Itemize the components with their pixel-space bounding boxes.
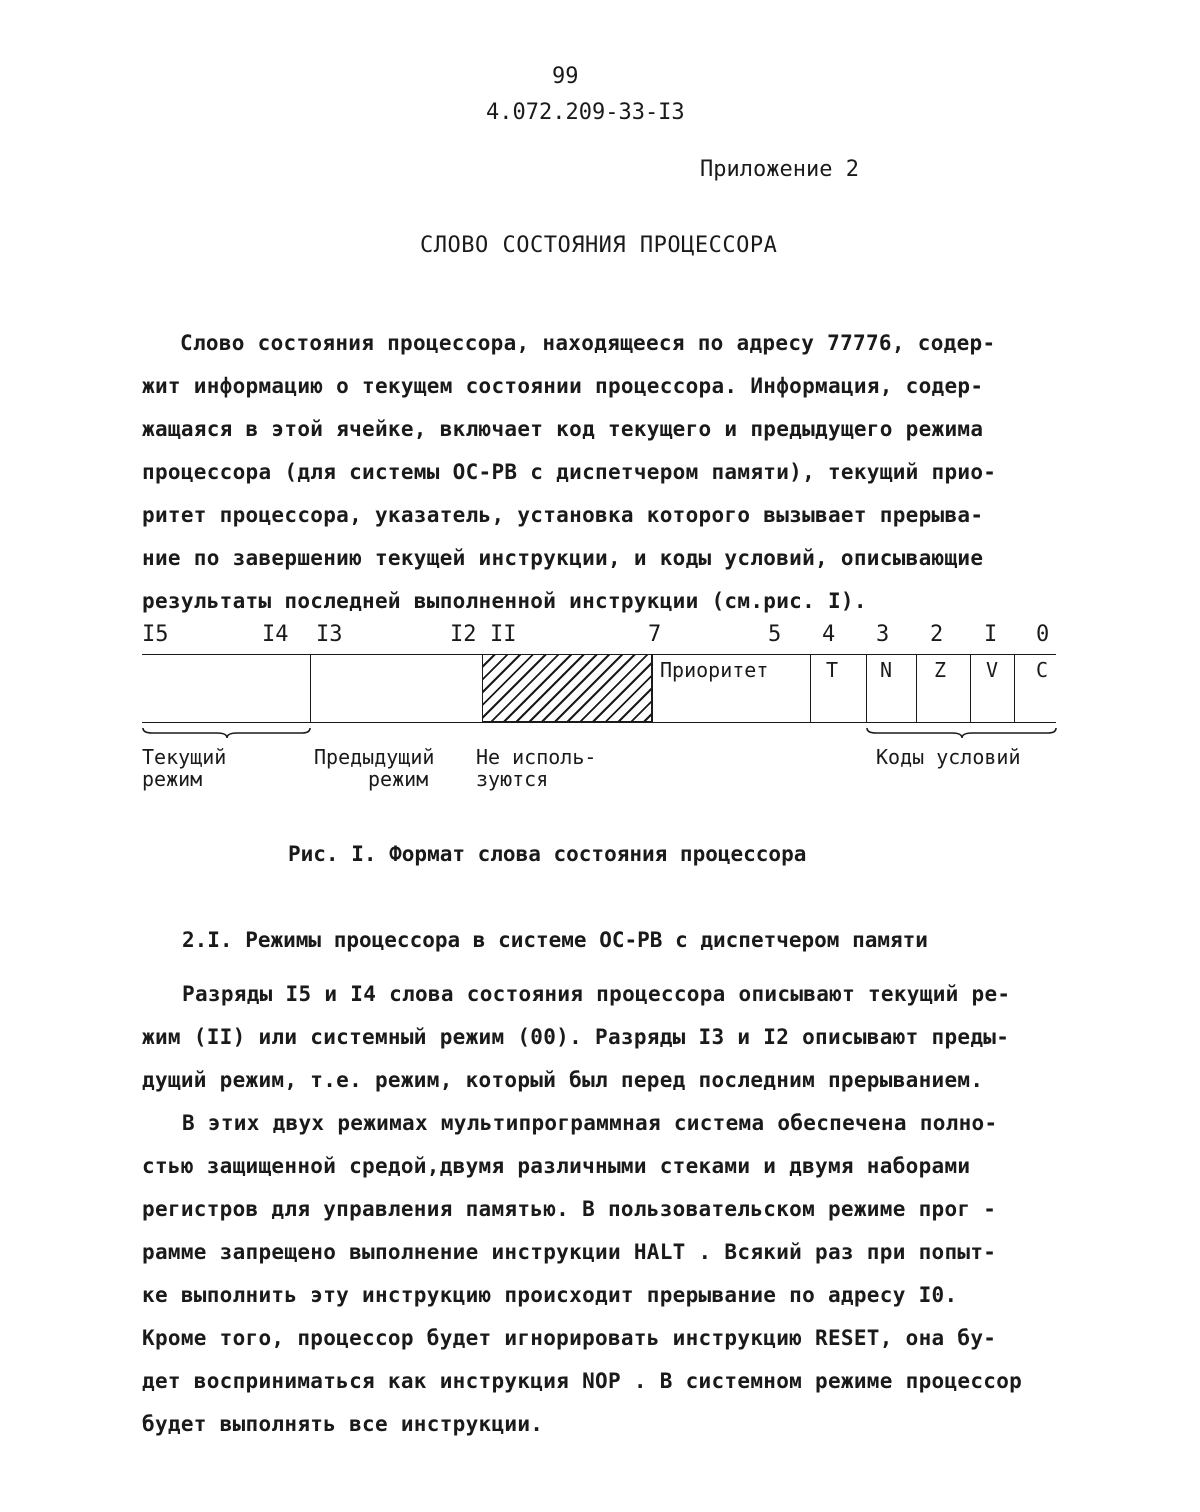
bit-number: 5 [768,622,782,647]
v-bit-field: V [986,658,999,682]
bit-number: 4 [822,622,836,647]
z-bit-field: Z [934,658,947,682]
text-line: дет восприниматься как инструкция NOP . В системном режиме процессор [142,1369,1023,1393]
bit-number: I3 [316,622,343,647]
text-line: результаты последней выполненной инструкции (см.рис. I). [142,589,867,613]
priority-field: Приоритет [660,658,769,682]
appendix-label: Приложение 2 [700,157,859,182]
text-line: жим (II) или системный режим (00). Разряды I3 и I2 описывают преды- [142,1025,1010,1049]
field-divider [810,654,811,722]
unused-label: Не исполь- зуются [476,745,597,791]
page-number: 99 [552,64,579,89]
text-line: процессора (для системы ОС-РВ с диспетчером памяти), текущий прио- [142,460,997,484]
bit-number: I4 [262,622,289,647]
bit-number: 7 [648,622,662,647]
section-paragraph-2 [142,1102,1022,1446]
unused-bits-hatch [482,654,652,722]
c-bit-field: C [1036,658,1049,682]
text-line: дущий режим, т.е. режим, который был перед последним прерыванием. [142,1068,984,1092]
field-divider [1014,654,1015,722]
text-line: Кроме того, процессор будет игнорировать инструкцию RESET, она бу- [142,1326,997,1350]
text-line: ке выполнить эту инструкцию происходит прерывание по адресу I0. [142,1283,958,1307]
text-line: В этих двух режимах мультипрограммная система обеспечена полно- [182,1111,998,1135]
bit-number: 0 [1036,622,1050,647]
bit-number: I2 [450,622,477,647]
text-line: рамме запрещено выполнение инструкции HALT . Всякий раз при попыт- [142,1240,997,1264]
bit-number: 3 [876,622,890,647]
text-line: регистров для управления памятью. В пользовательском режиме прог - [142,1197,997,1221]
section-heading: 2.I. Режимы процессора в системе ОС-РВ с диспетчером памяти [182,928,928,952]
text-line: жит информацию о текущем состоянии процессора. Информация, содер- [142,374,984,398]
register-bottom-border [142,722,1056,723]
text-line: Разряды I5 и I4 слова состояния процессора описывают текущий ре- [182,982,1011,1006]
n-bit-field: N [880,658,893,682]
t-bit-field: T [826,658,839,682]
field-divider [866,654,867,722]
field-divider [916,654,917,722]
text-line: будет выполнять все инструкции. [142,1412,544,1436]
section-paragraph-1 [142,973,1010,1102]
bit-number: I [984,622,998,647]
current-mode-label: Текущий режим [142,745,227,791]
field-divider [970,654,971,722]
page-title: СЛОВО СОСТОЯНИЯ ПРОЦЕССОРА [420,233,778,258]
text-line: ние по завершению текущей инструкции, и коды условий, описывающие [142,546,984,570]
text-line: стью защищенной средой,двумя различными стеками и двумя наборами [142,1154,971,1178]
document-code: 4.072.209-33-I3 [486,100,685,125]
field-divider [652,654,653,722]
bit-number: II [490,622,517,647]
current-mode-brace [142,726,312,740]
previous-mode-label: Предыдущий режим [314,745,435,791]
intro-paragraph [142,322,996,623]
figure-caption: Рис. I. Формат слова состояния процессора [288,842,807,866]
text-line: ритет процессора, указатель, установка которого вызывает прерыва- [142,503,984,527]
bit-number: I5 [142,622,169,647]
bit-number: 2 [930,622,944,647]
text-line: жащаяся в этой ячейке, включает код текущего и предыдущего режима [142,417,984,441]
text-line: Слово состояния процессора, находящееся по адресу 77776, содер- [180,331,996,355]
field-divider [310,654,311,722]
condition-codes-brace [866,726,1058,740]
condition-codes-label: Коды условий [876,745,1021,769]
